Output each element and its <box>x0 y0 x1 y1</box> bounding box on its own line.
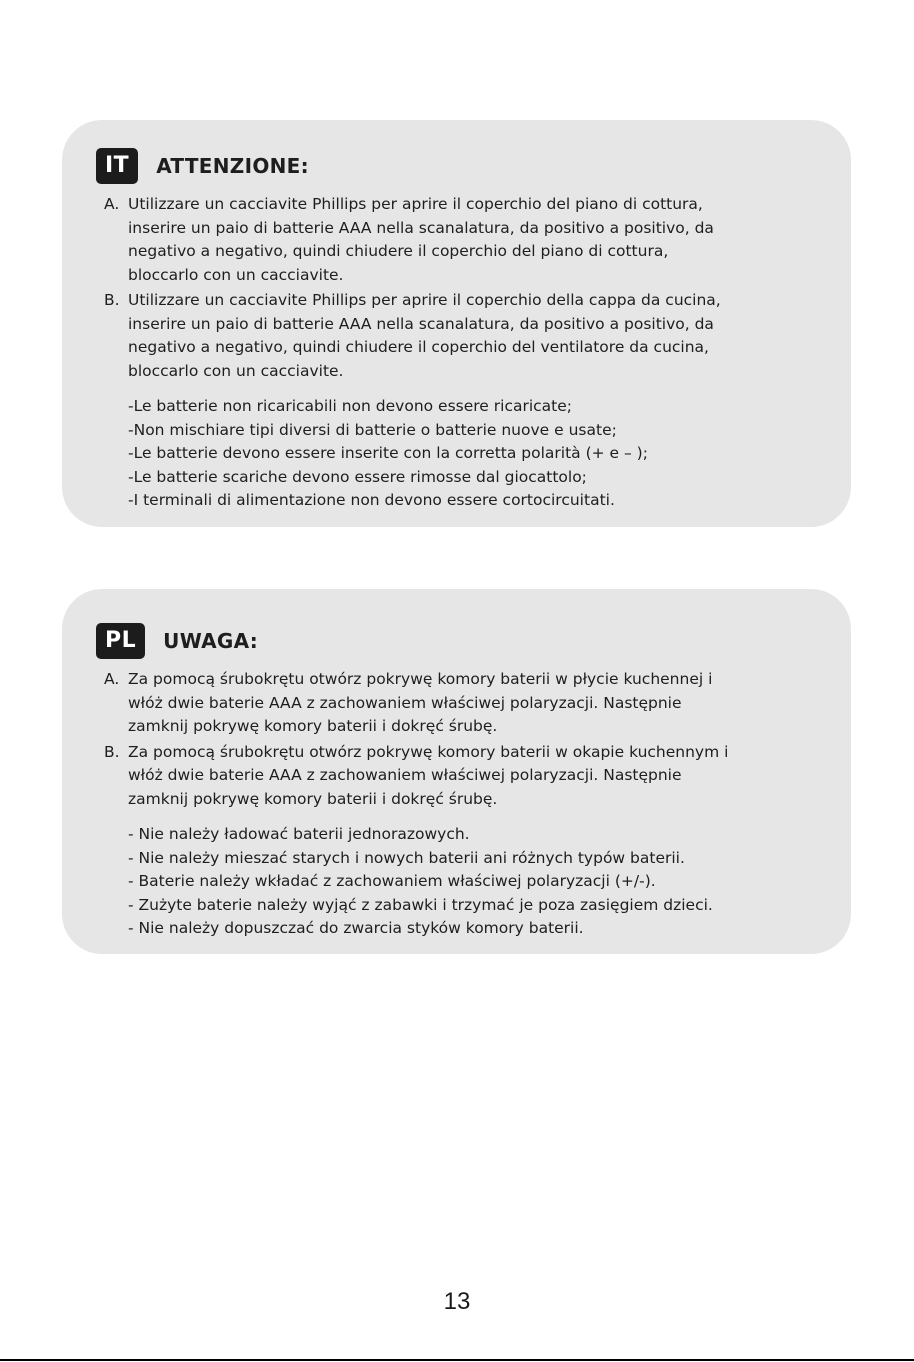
section-content-pl <box>104 668 831 941</box>
bottom-rule <box>0 1359 914 1361</box>
note-item: -Le batterie devono essere inserite con la corretta polarità (+ e – ); <box>128 444 648 462</box>
section-content-it <box>104 193 831 513</box>
language-badge-it: IT <box>96 148 138 184</box>
note-item: -I terminali di alimentazione non devono essere cortocircuitati. <box>128 491 615 509</box>
item-letter: B. <box>104 291 120 309</box>
section-it <box>62 120 851 527</box>
instruction-item <box>104 668 831 739</box>
note-item: - Nie należy dopuszczać do zwarcia styków komory baterii. <box>128 919 584 937</box>
instruction-item <box>104 289 831 383</box>
item-text: Utilizzare un cacciavite Phillips per aprire il coperchio della cappa da cucina, inserire un paio di batterie AAA nella scanalatura, da positivo a positivo, da negativo a negativo, quindi chiudere il coperchio del ventilatore da cucina, bloccarlo con un cacciavite. <box>128 291 721 380</box>
note-item: - Baterie należy wkładać z zachowaniem właściwej polaryzacji (+/-). <box>128 872 656 890</box>
section-header-it <box>96 148 309 184</box>
section-pl <box>62 589 851 954</box>
instruction-item <box>104 193 831 287</box>
page-number: 13 <box>443 1288 471 1315</box>
item-text: Za pomocą śrubokrętu otwórz pokrywę komory baterii w okapie kuchennym i włóż dwie baterie AAA z zachowaniem właściwej polaryzacji. Następnie zamknij pokrywę komory baterii i dokręć śrubę. <box>128 742 729 808</box>
item-letter: B. <box>104 742 120 761</box>
section-header-pl <box>96 623 258 659</box>
note-item: -Le batterie non ricaricabili non devono essere ricaricate; <box>128 397 573 415</box>
item-letter: A. <box>104 670 120 688</box>
section-heading-it: ATTENZIONE: <box>156 154 309 178</box>
item-text: Za pomocą śrubokrętu otwórz pokrywę komory baterii w płycie kuchennej i włóż dwie baterie AAA z zachowaniem właściwej polaryzacji. Następnie zamknij pokrywę komory baterii i dokręć śrubę. <box>128 670 713 735</box>
note-item: -Le batterie scariche devono essere rimosse dal giocattolo; <box>128 467 587 486</box>
note-item: - Nie należy mieszać starych i nowych baterii ani różnych typów baterii. <box>128 848 685 867</box>
language-badge-pl: PL <box>96 623 145 659</box>
instruction-item <box>104 741 831 812</box>
item-text: Utilizzare un cacciavite Phillips per aprire il coperchio del piano di cottura, inserire un paio di batterie AAA nella scanalatura, da positivo a positivo, da negativo a negativo, quindi chiudere il coperchio del piano di cottura, bloccarlo con un cacciavite. <box>128 195 714 284</box>
item-letter: A. <box>104 195 120 213</box>
section-heading-pl: UWAGA: <box>163 629 259 653</box>
notes-list-pl <box>104 823 831 941</box>
notes-list-it <box>104 395 831 513</box>
note-item: -Non mischiare tipi diversi di batterie o batterie nuove e usate; <box>128 420 617 439</box>
note-item: - Nie należy ładować baterii jednorazowych. <box>128 825 470 843</box>
note-item: - Zużyte baterie należy wyjąć z zabawki i trzymać je poza zasięgiem dzieci. <box>128 895 713 914</box>
